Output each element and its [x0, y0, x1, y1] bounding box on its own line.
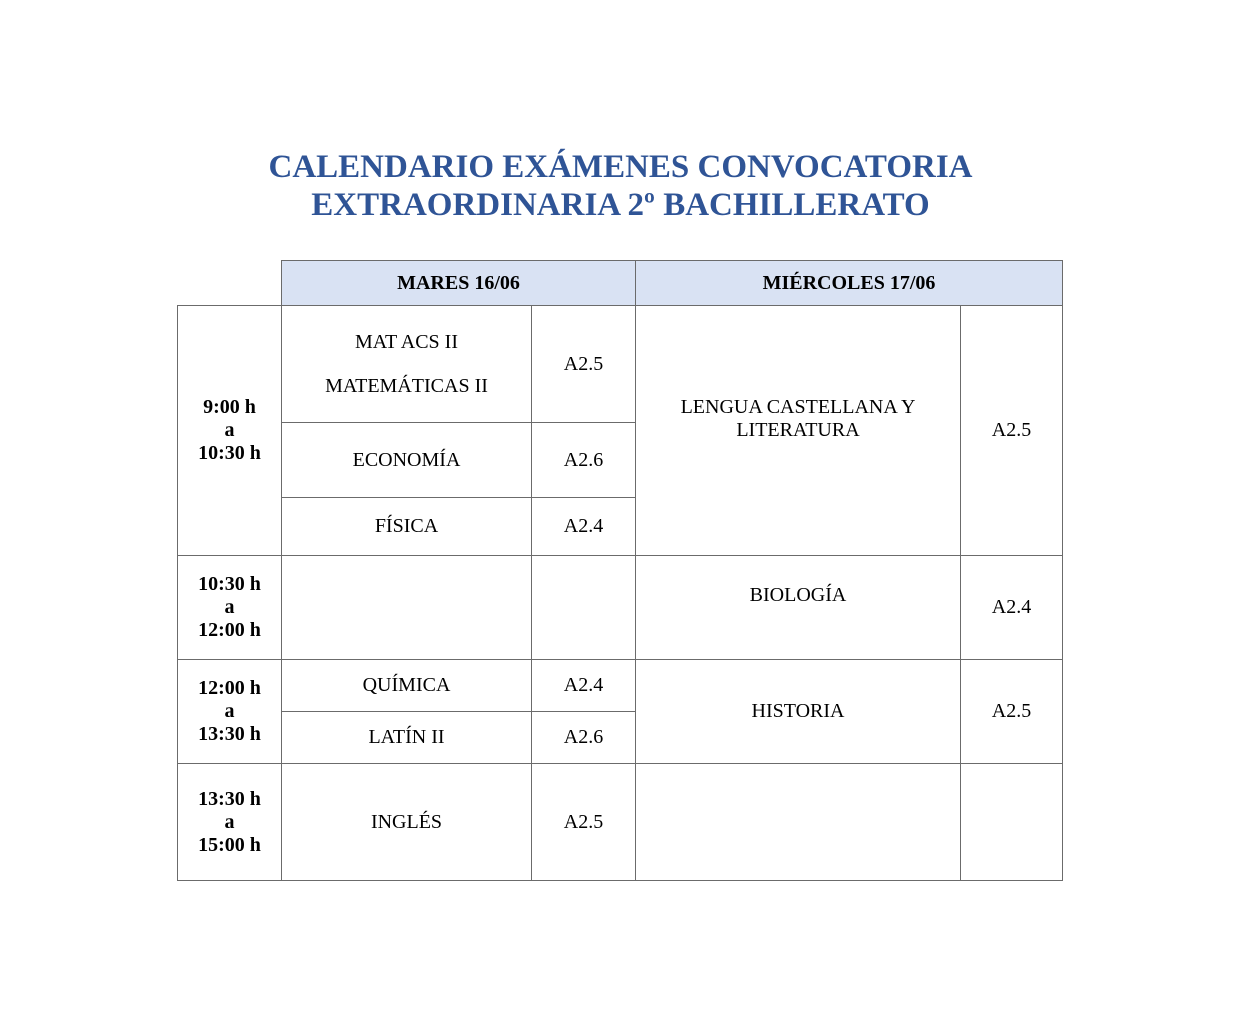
room-cell: A2.5: [961, 660, 1063, 764]
subject-name: MATEMÁTICAS II: [325, 375, 488, 397]
room-cell: A2.6: [532, 712, 636, 764]
subject-cell: HISTORIA: [636, 660, 961, 764]
subject-name: LITERATURA: [736, 418, 860, 441]
time-start: 10:30 h: [198, 573, 261, 595]
time-sep: a: [224, 419, 235, 441]
room-cell: A2.4: [532, 498, 636, 556]
room-cell: [532, 556, 636, 660]
room-cell: A2.5: [961, 306, 1063, 556]
time-slot-4: [178, 764, 282, 881]
time-sep: a: [224, 596, 235, 618]
table-row: [178, 306, 1063, 423]
subject-cell: [282, 556, 532, 660]
time-end: 12:00 h: [198, 619, 261, 641]
time-start: 13:30 h: [198, 787, 261, 810]
room-cell: A2.4: [961, 556, 1063, 660]
subject-cell: [636, 764, 961, 881]
time-start: 9:00 h: [203, 396, 256, 418]
time-sep: a: [224, 700, 235, 722]
time-slot-1: [178, 306, 282, 556]
subject-name: MAT ACS II: [355, 331, 458, 353]
day-header-tuesday: MARES 16/06: [282, 261, 636, 306]
subject-cell: QUÍMICA: [282, 660, 532, 712]
time-end: 13:30 h: [198, 723, 261, 745]
subject-cell: INGLÉS: [282, 764, 532, 881]
subject-name: BIOLOGÍA: [749, 584, 847, 606]
room-cell: A2.4: [532, 660, 636, 712]
title-line-2: EXTRAORDINARIA 2º BACHILLERATO: [311, 187, 930, 223]
time-slot-2: [178, 556, 282, 660]
table-row: [178, 556, 1063, 660]
room-cell: [961, 764, 1063, 881]
subject-cell: [636, 306, 961, 556]
header-corner: [178, 261, 282, 306]
subject-name: LENGUA CASTELLANA Y: [680, 395, 916, 418]
time-start: 12:00 h: [198, 677, 261, 699]
day-header-wednesday: MIÉRCOLES 17/06: [636, 261, 1063, 306]
room-cell: A2.6: [532, 423, 636, 498]
room-cell: A2.5: [532, 306, 636, 423]
time-end: 15:00 h: [198, 833, 261, 856]
room-cell: A2.5: [532, 764, 636, 881]
table-row: [178, 764, 1063, 881]
table-row: [178, 660, 1063, 712]
exam-schedule-table: [177, 260, 1063, 881]
title-line-1: CALENDARIO EXÁMENES CONVOCATORIA: [268, 149, 973, 185]
subject-cell: [636, 556, 961, 660]
time-slot-3: [178, 660, 282, 764]
time-sep: a: [224, 810, 235, 833]
time-end: 10:30 h: [198, 442, 261, 464]
subject-cell: [282, 306, 532, 423]
subject-cell: FÍSICA: [282, 498, 532, 556]
header-row: [178, 261, 1063, 306]
subject-cell: ECONOMÍA: [282, 423, 532, 498]
document-title: [0, 148, 1241, 224]
subject-cell: LATÍN II: [282, 712, 532, 764]
